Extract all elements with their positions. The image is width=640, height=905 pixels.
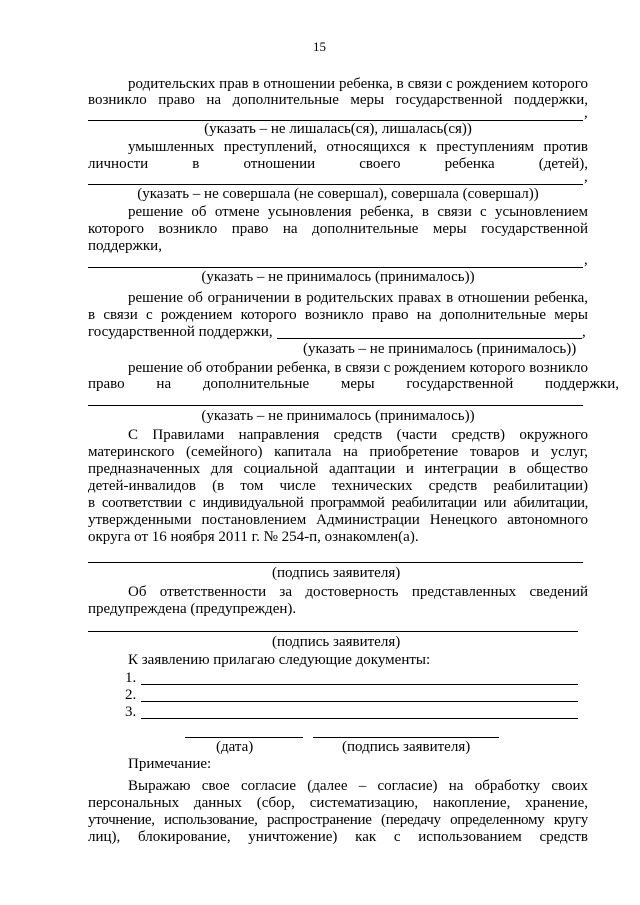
text-line: детей-инвалидов (в том числе технических средств реабилитации) (88, 478, 588, 494)
fill-line (141, 684, 578, 685)
text-line: утвержденными постановлением Администрации Ненецкого автономного (88, 512, 588, 528)
text-line: в соответствии с индивидуальной программой реабилитации или абилитации, (88, 495, 588, 511)
hint-text: (указать – не совершала (не совершал), совершала (совершал)) (137, 186, 539, 202)
page-number: 15 (313, 39, 326, 54)
comma: , (584, 169, 588, 185)
text-line: Выражаю свое согласие (далее – согласие) на обработку своих (128, 778, 588, 794)
text-line: государственной поддержки, (88, 324, 273, 340)
hint-text: (подпись заявителя) (272, 634, 401, 650)
text-line: лиц), блокирование, уничтожение) как с использованием средств (88, 829, 588, 845)
list-number: 3. (125, 704, 137, 720)
text-line: которого возникло право на дополнительные меры государственной (88, 221, 588, 237)
text-line: С Правилами направления средств (части средств) окружного (128, 427, 588, 443)
hint-text: (подпись заявителя) (272, 565, 401, 581)
text-line: родительских прав в отношении ребенка, в связи с рождением которого (128, 76, 588, 92)
fill-line (88, 184, 583, 185)
text-line: решение об отмене усыновления ребенка, в связи с усыновлением (128, 204, 588, 220)
text-line: предназначенных для социальной адаптации и интеграции в общество (88, 461, 588, 477)
text-line: в связи с рождением которого возникло право на дополнительные меры (88, 307, 588, 323)
text-line: возникло право на дополнительные меры государственной поддержки, (88, 92, 588, 108)
fill-line (277, 338, 582, 339)
comma: , (584, 252, 588, 268)
text-line: Об ответственности за достоверность представленных сведений (128, 584, 588, 600)
signature-line (313, 737, 499, 738)
text-line: округа от 16 ноября 2011 г. № 254-п, ознакомлен(а). (88, 529, 419, 545)
fill-line (141, 718, 578, 719)
date-line (185, 737, 303, 738)
signature-line (88, 631, 578, 632)
text-line: уточнение, использование, распространение (передачу определенному кругу (88, 812, 588, 828)
text-line: материнского (семейного) капитала на приобретение товаров и услуг, (88, 444, 588, 460)
hint-text: (указать – не принималось (принималось)) (201, 269, 475, 285)
text-line: личности в отношении своего ребенка (детей), (88, 156, 588, 172)
signature-label: (подпись заявителя) (342, 739, 471, 755)
list-number: 1. (125, 670, 137, 686)
text-line: предупреждена (предупрежден). (88, 601, 297, 617)
text-line: персональных данных (сбор, систематизацию, накопление, хранение, (88, 795, 588, 811)
signature-line (88, 562, 583, 563)
fill-line (88, 405, 583, 406)
fill-line (88, 267, 583, 268)
text-line: решение об отобрании ребенка, в связи с рождением которого возникло (128, 360, 588, 376)
text-line: умышленных преступлений, относящихся к преступлениям против (128, 139, 588, 155)
date-label: (дата) (216, 739, 254, 755)
fill-line (141, 701, 578, 702)
text-line: Примечание: (128, 756, 212, 772)
comma: , (582, 324, 586, 340)
list-number: 2. (125, 687, 137, 703)
hint-text: (указать – не принималось (принималось)) (201, 408, 475, 424)
text-line: право на дополнительные меры государственной поддержки, (88, 376, 619, 392)
hint-text: (указать – не лишалась(ся), лишалась(ся)) (204, 121, 472, 137)
hint-text: (указать – не принималось (принималось)) (303, 341, 577, 357)
text-line: решение об ограничении в родительских правах в отношении ребенка, (128, 290, 588, 306)
text-line: поддержки, (88, 238, 162, 254)
text-line: К заявлению прилагаю следующие документы: (128, 652, 431, 668)
comma: , (584, 105, 588, 121)
